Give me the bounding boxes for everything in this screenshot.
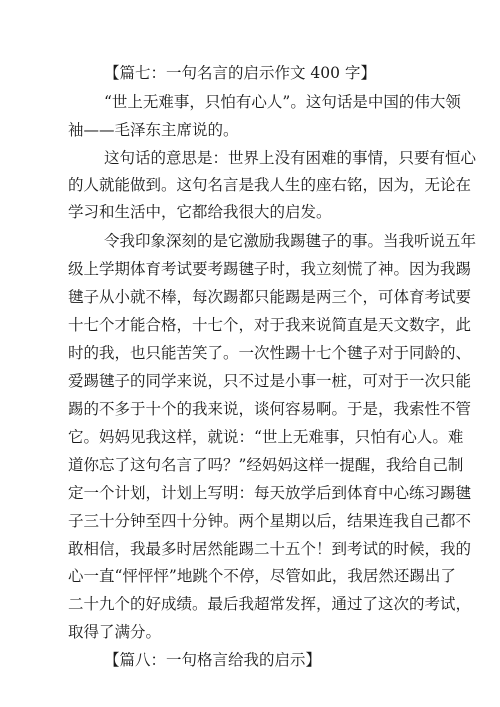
- section-7-heading: [0, 60, 500, 86]
- paragraph-text: 定一个计划，计划上写明：每天放学后到体育中心练习踢毽: [68, 484, 472, 502]
- paragraph-line: [0, 396, 500, 422]
- paragraph-line: [0, 228, 500, 254]
- paragraph-line: [0, 619, 500, 645]
- paragraph-line: [0, 452, 500, 478]
- paragraph-text: 它。妈妈见我这样，就说：“世上无难事，只怕有心人。难: [68, 428, 464, 446]
- paragraph-text: 道你忘了这句名言了吗？”经妈妈这样一提醒，我给自己制: [68, 456, 464, 474]
- paragraph-text: 毽子从小就不棒，每次踢都只能踢是两三个，可体育考试要: [68, 288, 472, 306]
- paragraph-line: [0, 284, 500, 310]
- paragraph-text: 这句话的意思是：世界上没有困难的事情，只要有恒心: [104, 149, 477, 167]
- section-heading-text: 【篇八：一句格言给我的启示】: [104, 651, 322, 669]
- paragraph-text: 心一直“怦怦怦”地跳个不停，尽管如此，我居然还踢出了: [68, 567, 456, 585]
- paragraph-line: [0, 199, 500, 225]
- paragraph-line: [0, 424, 500, 450]
- paragraph-line: [0, 368, 500, 394]
- paragraph-text: 子三十分钟至四十分钟。两个星期以后，结果连我自己都不: [68, 512, 472, 530]
- paragraph-text: 敢相信，我最多时居然能踢二十五个！到考试的时候，我的: [68, 540, 472, 558]
- paragraph-line: [0, 117, 500, 143]
- paragraph-text: 令我印象深刻的是它激励我踢毽子的事。当我听说五年: [104, 232, 477, 250]
- paragraph-line: [0, 536, 500, 562]
- paragraph-line: [0, 172, 500, 198]
- paragraph-line: [0, 340, 500, 366]
- paragraph-text: 踢的不多于十个的我来说，谈何容易啊。于是，我索性不管: [68, 400, 472, 418]
- paragraph-text: 二十九个的好成绩。最后我超常发挥，通过了这次的考试，: [68, 595, 472, 613]
- paragraph-line: [0, 563, 500, 589]
- paragraph-text: “世上无难事，只怕有心人”。这句话是中国的伟大领: [104, 93, 461, 111]
- paragraph-line: [0, 256, 500, 282]
- paragraph-line: [0, 508, 500, 534]
- paragraph-text: 时的我，也只能苦笑了。一次性踢十七个毽子对于同龄的、: [68, 344, 472, 362]
- paragraph-text: 十七个才能合格，十七个，对于我来说简直是天文数字，此: [68, 316, 472, 334]
- paragraph-line: [0, 591, 500, 617]
- paragraph-text: 袖——毛泽东主席说的。: [68, 121, 239, 139]
- paragraph-text: 取得了满分。: [68, 623, 162, 641]
- section-heading-text: 【篇七：一句名言的启示作文 400 字】: [104, 64, 376, 82]
- paragraph-text: 级上学期体育考试要考踢毽子时，我立刻慌了神。因为我踢: [68, 260, 472, 278]
- paragraph-line: [0, 312, 500, 338]
- paragraph-line: [0, 480, 500, 506]
- section-8-heading: [0, 647, 500, 673]
- paragraph-line: [0, 89, 500, 115]
- paragraph-text: 爱踢毽子的同学来说，只不过是小事一桩，可对于一次只能: [68, 372, 472, 390]
- paragraph-line: [0, 145, 500, 171]
- paragraph-text: 的人就能做到。这句名言是我人生的座右铭，因为，无论在: [68, 176, 472, 194]
- paragraph-text: 学习和生活中，它都给我很大的启发。: [68, 203, 332, 221]
